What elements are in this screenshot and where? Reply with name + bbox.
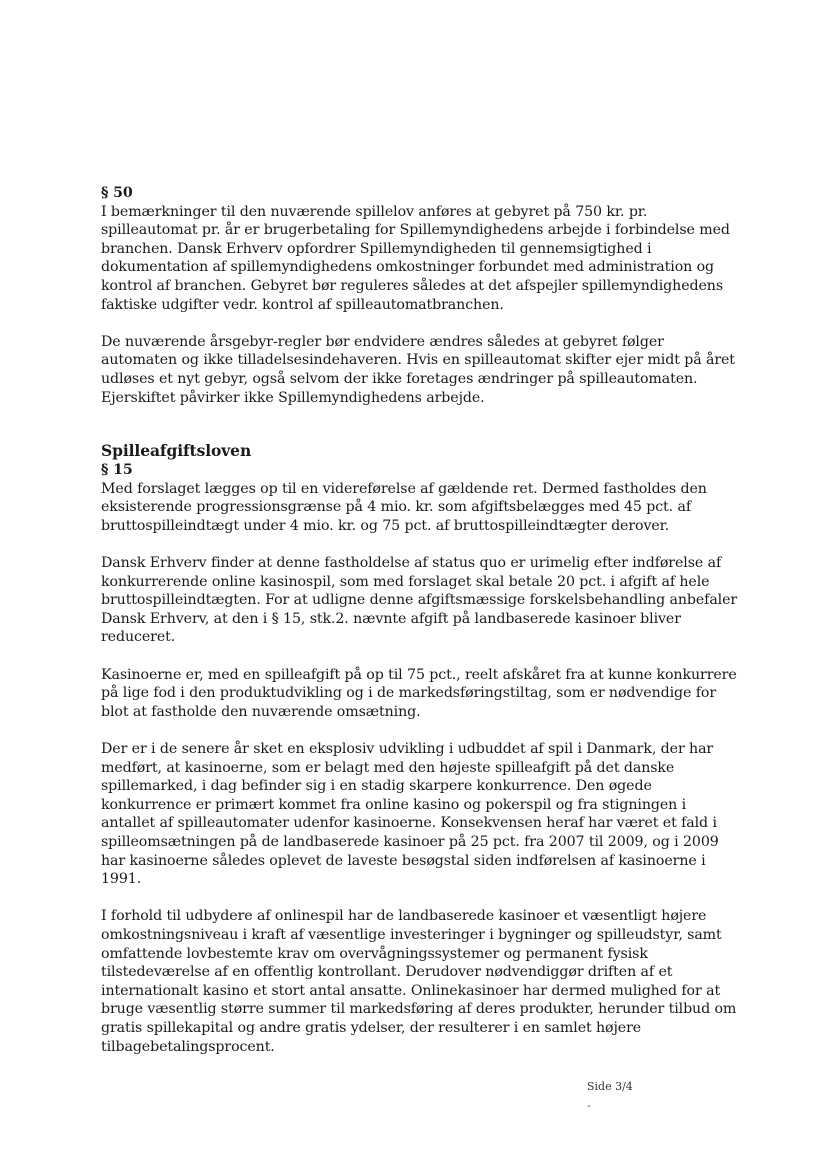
footer-mark: - [587,1099,591,1112]
paragraph: Med forslaget lægges op til en videreførelse af gældende ret. Dermed fastholdes den eksisterende progressionsgrænse på 4 mio. kr. som afgiftsbelægges med 45 pct. af bruttospilleindtægt under 4 mio. kr. og 75 pct. af bruttospilleindtægter derover. [101,480,707,534]
paragraph: Kasinoerne er, med en spilleafgift på op til 75 pct., reelt afskåret fra at kunne konkurrere på lige fod i den produktudvikling og i de markedsføringstiltag, som er nødvendige for blot at fastholde den nuværende omsætning. [101,666,737,720]
paragraph: I forhold til udbydere af onlinespil har de landbaserede kasinoer et væsentligt højere omkostningsniveau i kraft af væsentlige investeringer i bygninger og spilleudstyr, samt omfattende lovbestemte krav om overvågningssystemer og permanent fysisk tilstedeværelse af en offentlig kontrollant. Derudover nødvendiggør driften af et internationalt kasino et stort antal ansatte. Onlinekasinoer har dermed mulighed for at bruge væsentlig større summer til markedsføring af deres produkter, herunder tilbud om gratis spillekapital og andre gratis ydelser, der resulterer i en samlet højere tilbagebetalingsprocent. [101,908,737,1055]
page-number: Side 3/4 [587,1080,633,1093]
section-number-15: § 15 [101,462,133,479]
paragraph: Der er i de senere år sket en eksplosiv udvikling i udbuddet af spil i Danmark, der har medført, at kasinoerne, som er belagt med den højeste spilleafgift på det danske spillemarked, i dag befinder sig i en stadig skarpere konkurrence. Den øgede konkurrence er primært kommet fra online kasino og pokerspil og fra stigningen i antallet af spilleautomater udenfor kasinoerne. Konsekvensen heraf har været et fald i spilleomsætningen på de landbaserede kasinoer på 25 pct. fra 2007 til 2009, og i 2009 har kasinoerne således oplevet de laveste besøgstal siden indførelsen af kasinoerne i 1991. [101,741,719,888]
document-body [101,184,741,1056]
paragraph: De nuværende årsgebyr-regler bør endvidere ændres således at gebyret følger automaten og ikke tilladelsesindehaveren. Hvis en spilleautomat skifter ejer midt på året udløses et nyt gebyr, også selvom der ikke foretages ændringer på spilleautomaten. Ejerskiftet påvirker ikke Spillemyndighedens arbejde. [101,333,735,406]
section-heading: Spilleafgiftsloven [101,441,252,461]
paragraph: Dansk Erhverv finder at denne fastholdelse af status quo er urimelig efter indførelse af konkurrerende online kasinospil, som med forslaget skal betale 20 pct. i afgift af hele bruttospilleindtægten. For at udligne denne afgiftsmæssige forskelsbehandling anbefaler Dansk Erhverv, at den i § 15, stk.2. nævnte afgift på landbaserede kasinoer bliver reduceret. [101,555,738,646]
paragraph: I bemærkninger til den nuværende spillelov anføres at gebyret på 750 kr. pr. spilleautomat pr. år er brugerbetaling for Spillemyndighedens arbejde i forbindelse med branchen. Dansk Erhverv opfordrer Spillemyndigheden til gennemsigtighed i dokumentation af spillemyndighedens omkostninger forbundet med administration og kontrol af branchen. Gebyret bør reguleres således at det afspejler spillemyndighedens faktiske udgifter vedr. kontrol af spilleautomatbranchen. [101,203,730,313]
section-number-50: § 50 [101,185,133,201]
